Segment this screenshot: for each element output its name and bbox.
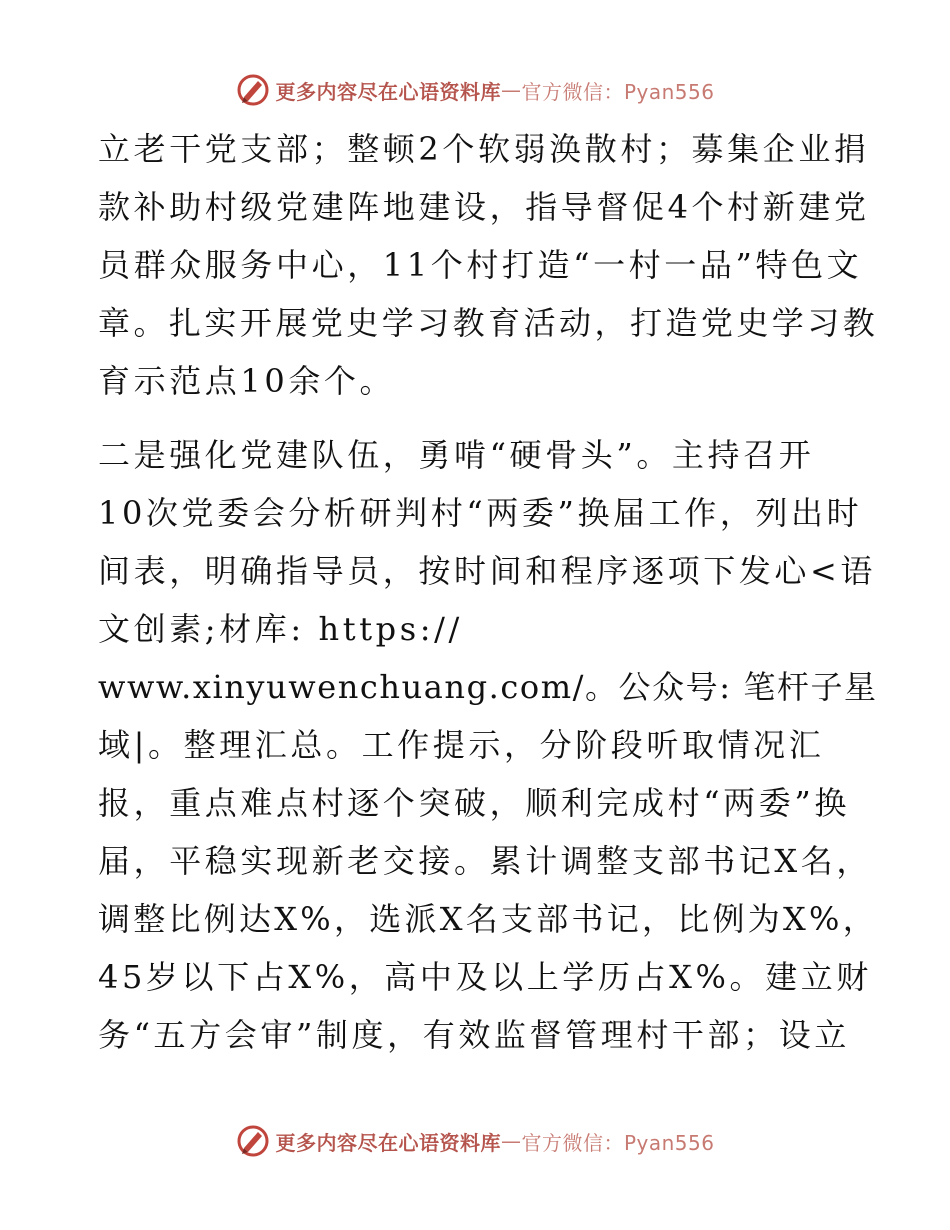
header-site-text: 更多内容尽在心语资料库 xyxy=(275,79,501,104)
body-line: 务“五方会审”制度，有效监督管理村干部；设立 xyxy=(98,1016,850,1054)
body-line: 员群众服务中心，11个村打造“一村一品”特色文 xyxy=(98,246,863,284)
header-wechat-text: 官方微信：Pyan556 xyxy=(521,79,715,104)
header-separator: — xyxy=(500,78,522,102)
pen-logo-icon xyxy=(235,72,271,108)
footer-banner xyxy=(0,1121,950,1161)
body-line: 10次党委会分析研判村“两委”换届工作，列出时 xyxy=(98,494,863,532)
body-line: 45岁以下占X%，高中及以上学历占X%。建立财 xyxy=(98,958,872,996)
body-line: 育示范点10余个。 xyxy=(98,362,396,400)
body-line: 调整比例达X%，选派X名支部书记，比例为X%， xyxy=(98,900,878,938)
body-line: 立老干党支部；整顿2个软弱涣散村；募集企业捐 xyxy=(98,130,870,168)
body-line: 文创素;材库: https:// xyxy=(98,610,463,648)
body-line: 域|。整理汇总。工作提示，分阶段听取情况汇 xyxy=(98,726,825,764)
footer-separator: — xyxy=(500,1129,522,1153)
pen-logo-icon xyxy=(235,1123,271,1159)
body-line: 届，平稳实现新老交接。累计调整支部书记X名， xyxy=(98,842,872,880)
body-line: 章。扎实开展党史学习教育活动，打造党史学习教 xyxy=(98,304,879,342)
body-line: 报，重点难点村逐个突破，顺利完成村“两委”换 xyxy=(98,784,850,822)
body-line: 款补助村级党建阵地建设，指导督促4个村新建党 xyxy=(98,188,870,226)
header-banner xyxy=(0,70,950,110)
footer-wechat-text: 官方微信：Pyan556 xyxy=(521,1130,715,1155)
footer-site-text: 更多内容尽在心语资料库 xyxy=(275,1130,501,1155)
body-line: 间表，明确指导员，按时间和程序逐项下发心<语 xyxy=(98,552,877,590)
body-line: www.xinyuwenchuang.com/。公众号: 笔杆子星 xyxy=(98,668,878,706)
body-line: 二是强化党建队伍，勇啃“硬骨头”。主持召开 xyxy=(98,436,815,474)
